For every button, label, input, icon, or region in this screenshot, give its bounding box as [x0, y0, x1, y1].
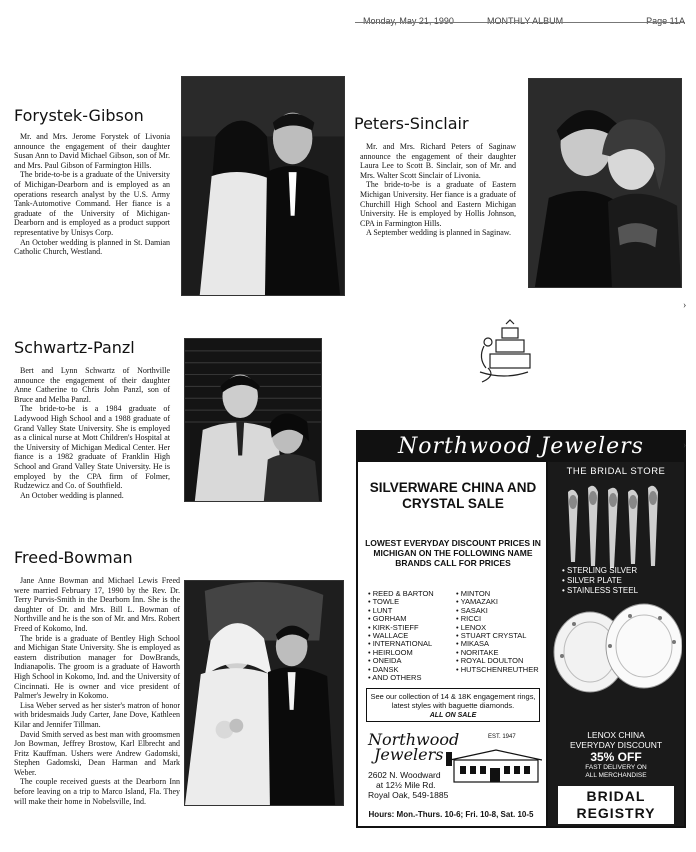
article-peters-sinclair [360, 142, 516, 238]
brand-item: • KIRK-STIEFF [368, 622, 419, 632]
article-paragraph: The bride-to-be is a graduate of Eastern Michigan University. Her fiance is a graduate of Churchill High School and Eastern Michigan University. He is employed by Hollis Johnson, CPA in Farmington Hills. [360, 180, 516, 228]
storefront-icon [446, 748, 542, 788]
ad-bridal-registry [558, 786, 674, 824]
headline-schwartz-panzl: Schwartz-Panzl [14, 338, 135, 357]
brand-item: • MIKASA [456, 639, 490, 649]
ad-lenox-small2: ALL MERCHANDISE [585, 772, 647, 779]
brand-item: • YAMAZAKI [456, 597, 498, 607]
ad-tagline: THE BRIDAL STORE [566, 466, 666, 477]
brand-item: • GORHAM [368, 614, 407, 624]
headline-forystek-gibson: Forystek-Gibson [14, 106, 144, 125]
brand-item: • REED & BARTON [368, 589, 434, 598]
ad-address-line: Royal Oak, 549-1885 [368, 790, 449, 800]
article-paragraph: Lisa Weber served as her sister's matron of honor with bridesmaids Judy Carter, Jane Dove, Kathleen Kilar and Jennifer Tillman. [14, 700, 180, 729]
china-plates-icon [550, 596, 682, 696]
article-paragraph: The bride is a graduate of Bentley High School and Michigan State University. She is employed as eastern distribution manager for DowBrands, Indianapolis. The groom is a graduate of Haworth High School in Kokomo, Ind. and the University of Cincinnati. He is owner and vice president of Palmer's Jewelry in Kokomo. [14, 633, 180, 701]
article-paragraph: David Smith served as best man with groomsmen Jon Bowman, Jeffrey Brostow, Karl Elbrecht and Fritz Kauffman. Ushers were Andrew Gadomski, Stephen Gadomski, Dean Harman and Mark Weber. [14, 729, 180, 777]
brand-item: • MINTON [456, 589, 491, 598]
brand-item: • NORITAKE [456, 647, 499, 657]
ad-lenox-percent: 35% OFF [590, 750, 642, 764]
ad-lenox-line2: EVERYDAY DISCOUNT [569, 740, 663, 750]
silver-item: • SILVER PLATE [562, 576, 622, 585]
brand-item: • RICCI [456, 614, 482, 624]
photo-peters-sinclair [528, 78, 682, 288]
header-date: Monday, May 21, 1990 [363, 16, 454, 26]
article-schwartz-panzl [14, 366, 170, 500]
brand-item: • INTERNATIONAL [368, 639, 433, 649]
ad-brand-list-left [368, 590, 434, 682]
silver-item: • STAINLESS STEEL [562, 586, 639, 595]
arrow-right-icon: › [683, 300, 687, 311]
brand-item: • WALLACE [368, 631, 409, 641]
ad-right-panel [548, 462, 684, 826]
ad-hours: Hours: Mon.-Thurs. 10-6; Fri. 10-8, Sat. 10-5 [368, 810, 534, 819]
article-paragraph: The bride-to-be is a graduate of the University of Michigan-Dearborn and is employed as an operations research analyst by the U.S. Army Tank-Automotive Command. Her fiance is a graduate of the University of Michigan-Dearborn and is employed as a product support representative by Unisys Corp. [14, 170, 170, 237]
ad-registry-line2: REGISTRY [576, 805, 656, 821]
article-paragraph: Mr. and Mrs. Richard Peters of Saginaw announce the engagement of their daughter Laura Lee to Scott B. Sinclair, son of Mr. and Mrs. Walter Scott Sinclair of Livonia. [360, 142, 516, 180]
ad-silver-list [562, 566, 638, 596]
headline-peters-sinclair: Peters-Sinclair [354, 114, 469, 133]
article-paragraph: The couple received guests at the Dearborn Inn before leaving on a trip to Marco Island, Fla. They will make their home in Nobelsville, Ind. [14, 777, 180, 806]
header-section: MONTHLY ALBUM [487, 16, 564, 26]
northwood-jewelers-ad [356, 430, 686, 828]
header-page: Page 11A [646, 16, 685, 26]
ad-lenox-small1: FAST DELIVERY ON [585, 764, 647, 771]
brand-item: • STUART CRYSTAL [456, 631, 527, 641]
photo-freed-bowman [184, 580, 344, 806]
ad-sale-title: SILVERWARE CHINA AND CRYSTAL SALE [369, 480, 537, 511]
brand-item: • LENOX [456, 622, 487, 632]
brand-item: • DANSK [368, 664, 399, 674]
photo-forystek-gibson [181, 76, 345, 296]
ad-sale-subtitle: LOWEST EVERYDAY DISCOUNT PRICES IN MICHIGAN ON THE FOLLOWING NAME BRANDS CALL FOR PRICES [365, 538, 541, 568]
brand-item: • TOWLE [368, 597, 400, 607]
ad-lenox-line1: LENOX CHINA [587, 730, 645, 740]
brand-item: • HEIRLOOM [368, 647, 413, 657]
silver-item: • STERLING SILVER [562, 566, 638, 575]
header-rule [355, 22, 685, 23]
ad-logo-line2: Jewelers [374, 745, 444, 764]
ad-lenox [548, 730, 684, 780]
ad-address-line: at 12½ Mile Rd. [376, 780, 436, 790]
article-paragraph: An October wedding is planned in St. Damian Catholic Church, Westland. [14, 237, 170, 257]
headline-freed-bowman: Freed-Bowman [14, 548, 133, 567]
brand-item: • SASAKI [456, 605, 488, 615]
brand-item: • AND OTHERS [368, 673, 422, 683]
article-paragraph: Mr. and Mrs. Jerome Forystek of Livonia announce the engagement of their daughter Susan Ann to David Michael Gibson, son of Mr. and Mrs. Paul Gibson of Farmington Hills. [14, 132, 170, 170]
brand-item: • HUTSCHENREUTHER [456, 664, 539, 674]
arrow-right-icon: › [683, 440, 687, 451]
article-forystek-gibson [14, 132, 170, 257]
article-paragraph: Jane Anne Bowman and Michael Lewis Freed were married February 17, 1990 by the Rev. Dr. Terry Purvis-Smith in the Dearborn Inn. She is the daughter of Dr. and Mrs. Bill L. Bowman of Northville and he is the son of Mr. and Mrs. Robert Freed of Kokomo, Ind. [14, 576, 180, 633]
ad-left-panel [358, 462, 548, 826]
wedding-cake-icon [476, 318, 532, 388]
ad-brand-list-right [456, 590, 539, 674]
ad-store-banner: Northwood Jewelers [358, 432, 684, 462]
brand-item: • ONEIDA [368, 656, 402, 666]
ad-address [368, 770, 448, 800]
brand-item: • LUNT [368, 605, 393, 615]
brand-item: • ROYAL DOULTON [456, 656, 524, 666]
ad-engagement-text: See our collection of 14 & 18K engagement rings, latest styles with baguette diamonds. [370, 692, 536, 710]
article-paragraph: The bride-to-be is a 1984 graduate of Ladywood High School and a 1988 graduate of Grand Valley State University. She is employed as a clinical nurse at Mott Children's Hospital at the University of Michigan Medical Center. Her fiance is a 1982 graduate of Franklin High School and Grand Valley State University. He is employed by the CPA firm of Folmer, Rudzewicz and Co. of Southfield. [14, 404, 170, 491]
ad-registry-line1: BRIDAL [586, 788, 646, 804]
article-paragraph: An October wedding is planned. [20, 490, 124, 500]
ad-engagement-box [366, 688, 540, 722]
article-paragraph: A September wedding is planned in Saginaw. [366, 228, 512, 238]
ad-established: EST. 1947 [488, 734, 516, 740]
ad-on-sale: ALL ON SALE [429, 712, 477, 719]
ad-logo-line1: Northwood [368, 730, 460, 749]
article-paragraph: Bert and Lynn Schwartz of Northville announce the engagement of their daughter Anne Catherine to Chris John Panzl, son of Bruce and Melba Panzl. [14, 366, 170, 404]
article-freed-bowman [14, 576, 180, 806]
ad-address-line: 2602 N. Woodward [368, 770, 441, 780]
photo-schwartz-panzl [184, 338, 322, 502]
